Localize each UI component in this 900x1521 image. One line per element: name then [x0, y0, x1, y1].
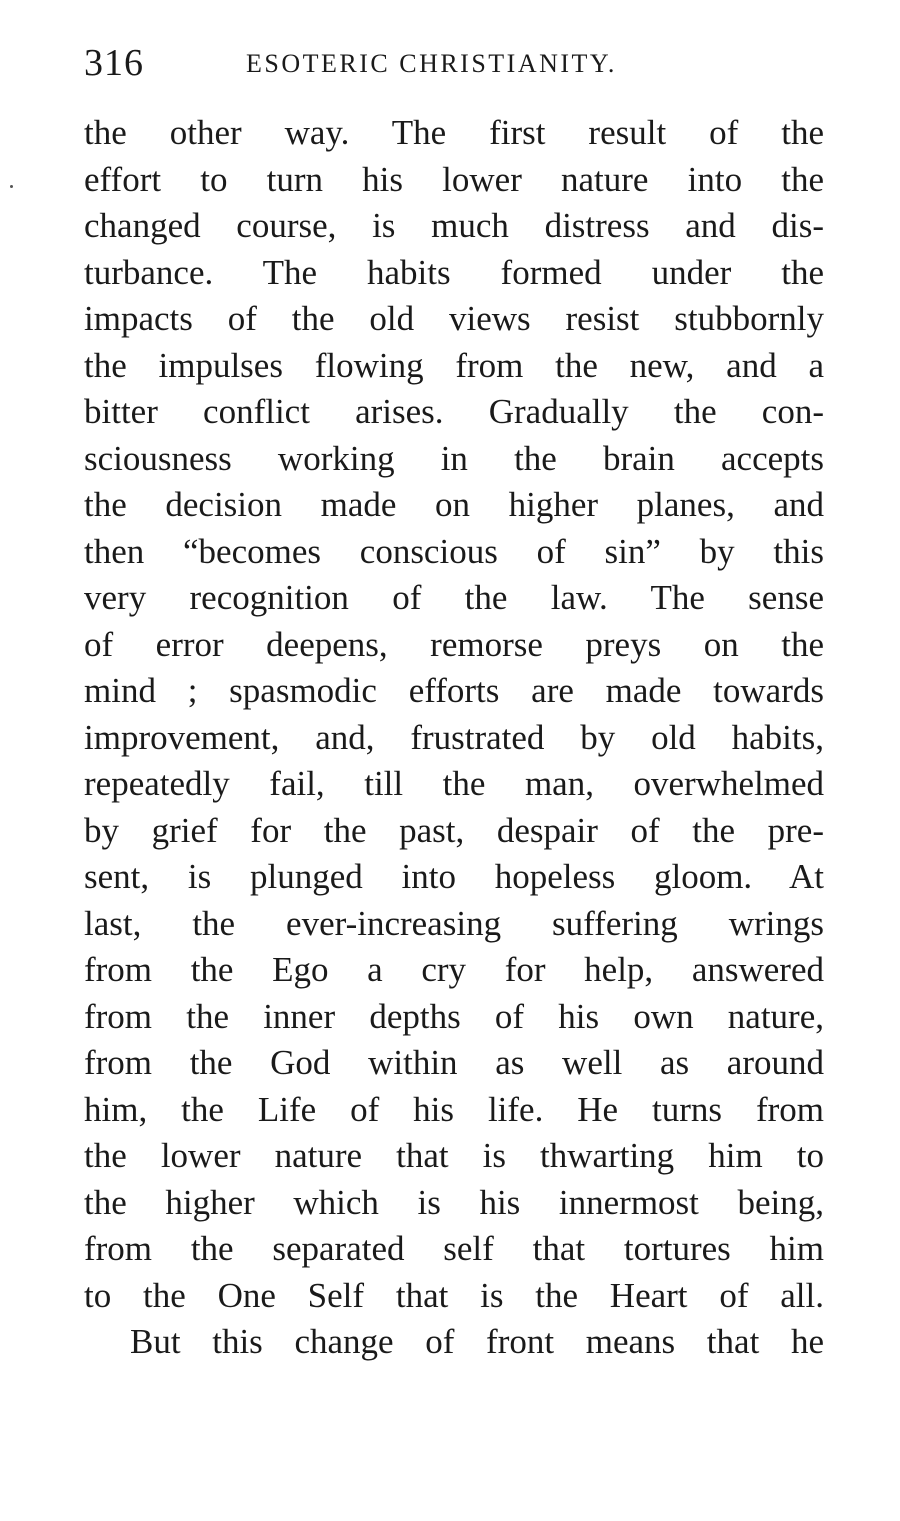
- text-line: sciousness working in the brain accepts: [84, 438, 824, 478]
- text-line: the higher which is his innermost being,: [84, 1182, 824, 1222]
- text-line: from the Ego a cry for help, answered: [84, 950, 824, 989]
- text-line: the impulses flowing from the new, and a: [84, 345, 824, 385]
- text-line: sent, is plunged into hopeless gloom. At: [84, 857, 824, 896]
- text-line: impacts of the old views resist stubbornly: [84, 299, 824, 338]
- text-line: effort to turn his lower nature into the: [84, 159, 824, 199]
- page-number: 316: [84, 42, 144, 84]
- text-line: improvement, and, frustrated by old habits,: [84, 717, 824, 757]
- text-line: mind ; spasmodic efforts are made towards: [84, 671, 824, 710]
- text-line: changed course, is much distress and dis-: [84, 206, 824, 245]
- text-line: the other way. The first result of the: [84, 113, 824, 152]
- text-line: from the God within as well as around: [84, 1043, 824, 1082]
- text-line: him, the Life of his life. He turns from: [84, 1089, 824, 1129]
- text-line: from the separated self that tortures him: [84, 1229, 824, 1268]
- text-line: repeatedly fail, till the man, overwhelmed: [84, 764, 824, 803]
- stray-ink-mark: [10, 185, 13, 188]
- text-line: from the inner depths of his own nature,: [84, 996, 824, 1036]
- text-line: to the One Self that is the Heart of all.: [84, 1275, 824, 1315]
- text-line: turbance. The habits formed under the: [84, 252, 824, 292]
- text-line: by grief for the past, despair of the pre-: [84, 810, 824, 850]
- text-line: of error deepens, remorse preys on the: [84, 624, 824, 664]
- text-line: the lower nature that is thwarting him to: [84, 1136, 824, 1175]
- running-title: ESOTERIC CHRISTIANITY.: [246, 49, 617, 78]
- text-line: then “becomes conscious of sin” by this: [84, 531, 824, 571]
- text-line: the decision made on higher planes, and: [84, 485, 824, 524]
- text-line: last, the ever-increasing suffering wrings: [84, 903, 824, 943]
- body-text: [84, 110, 824, 1366]
- running-head: [84, 38, 824, 88]
- paragraph-start-line: But this change of front means that he: [130, 1322, 824, 1361]
- text-line: bitter conflict arises. Gradually the con-: [84, 392, 824, 431]
- text-line: very recognition of the law. The sense: [84, 578, 824, 617]
